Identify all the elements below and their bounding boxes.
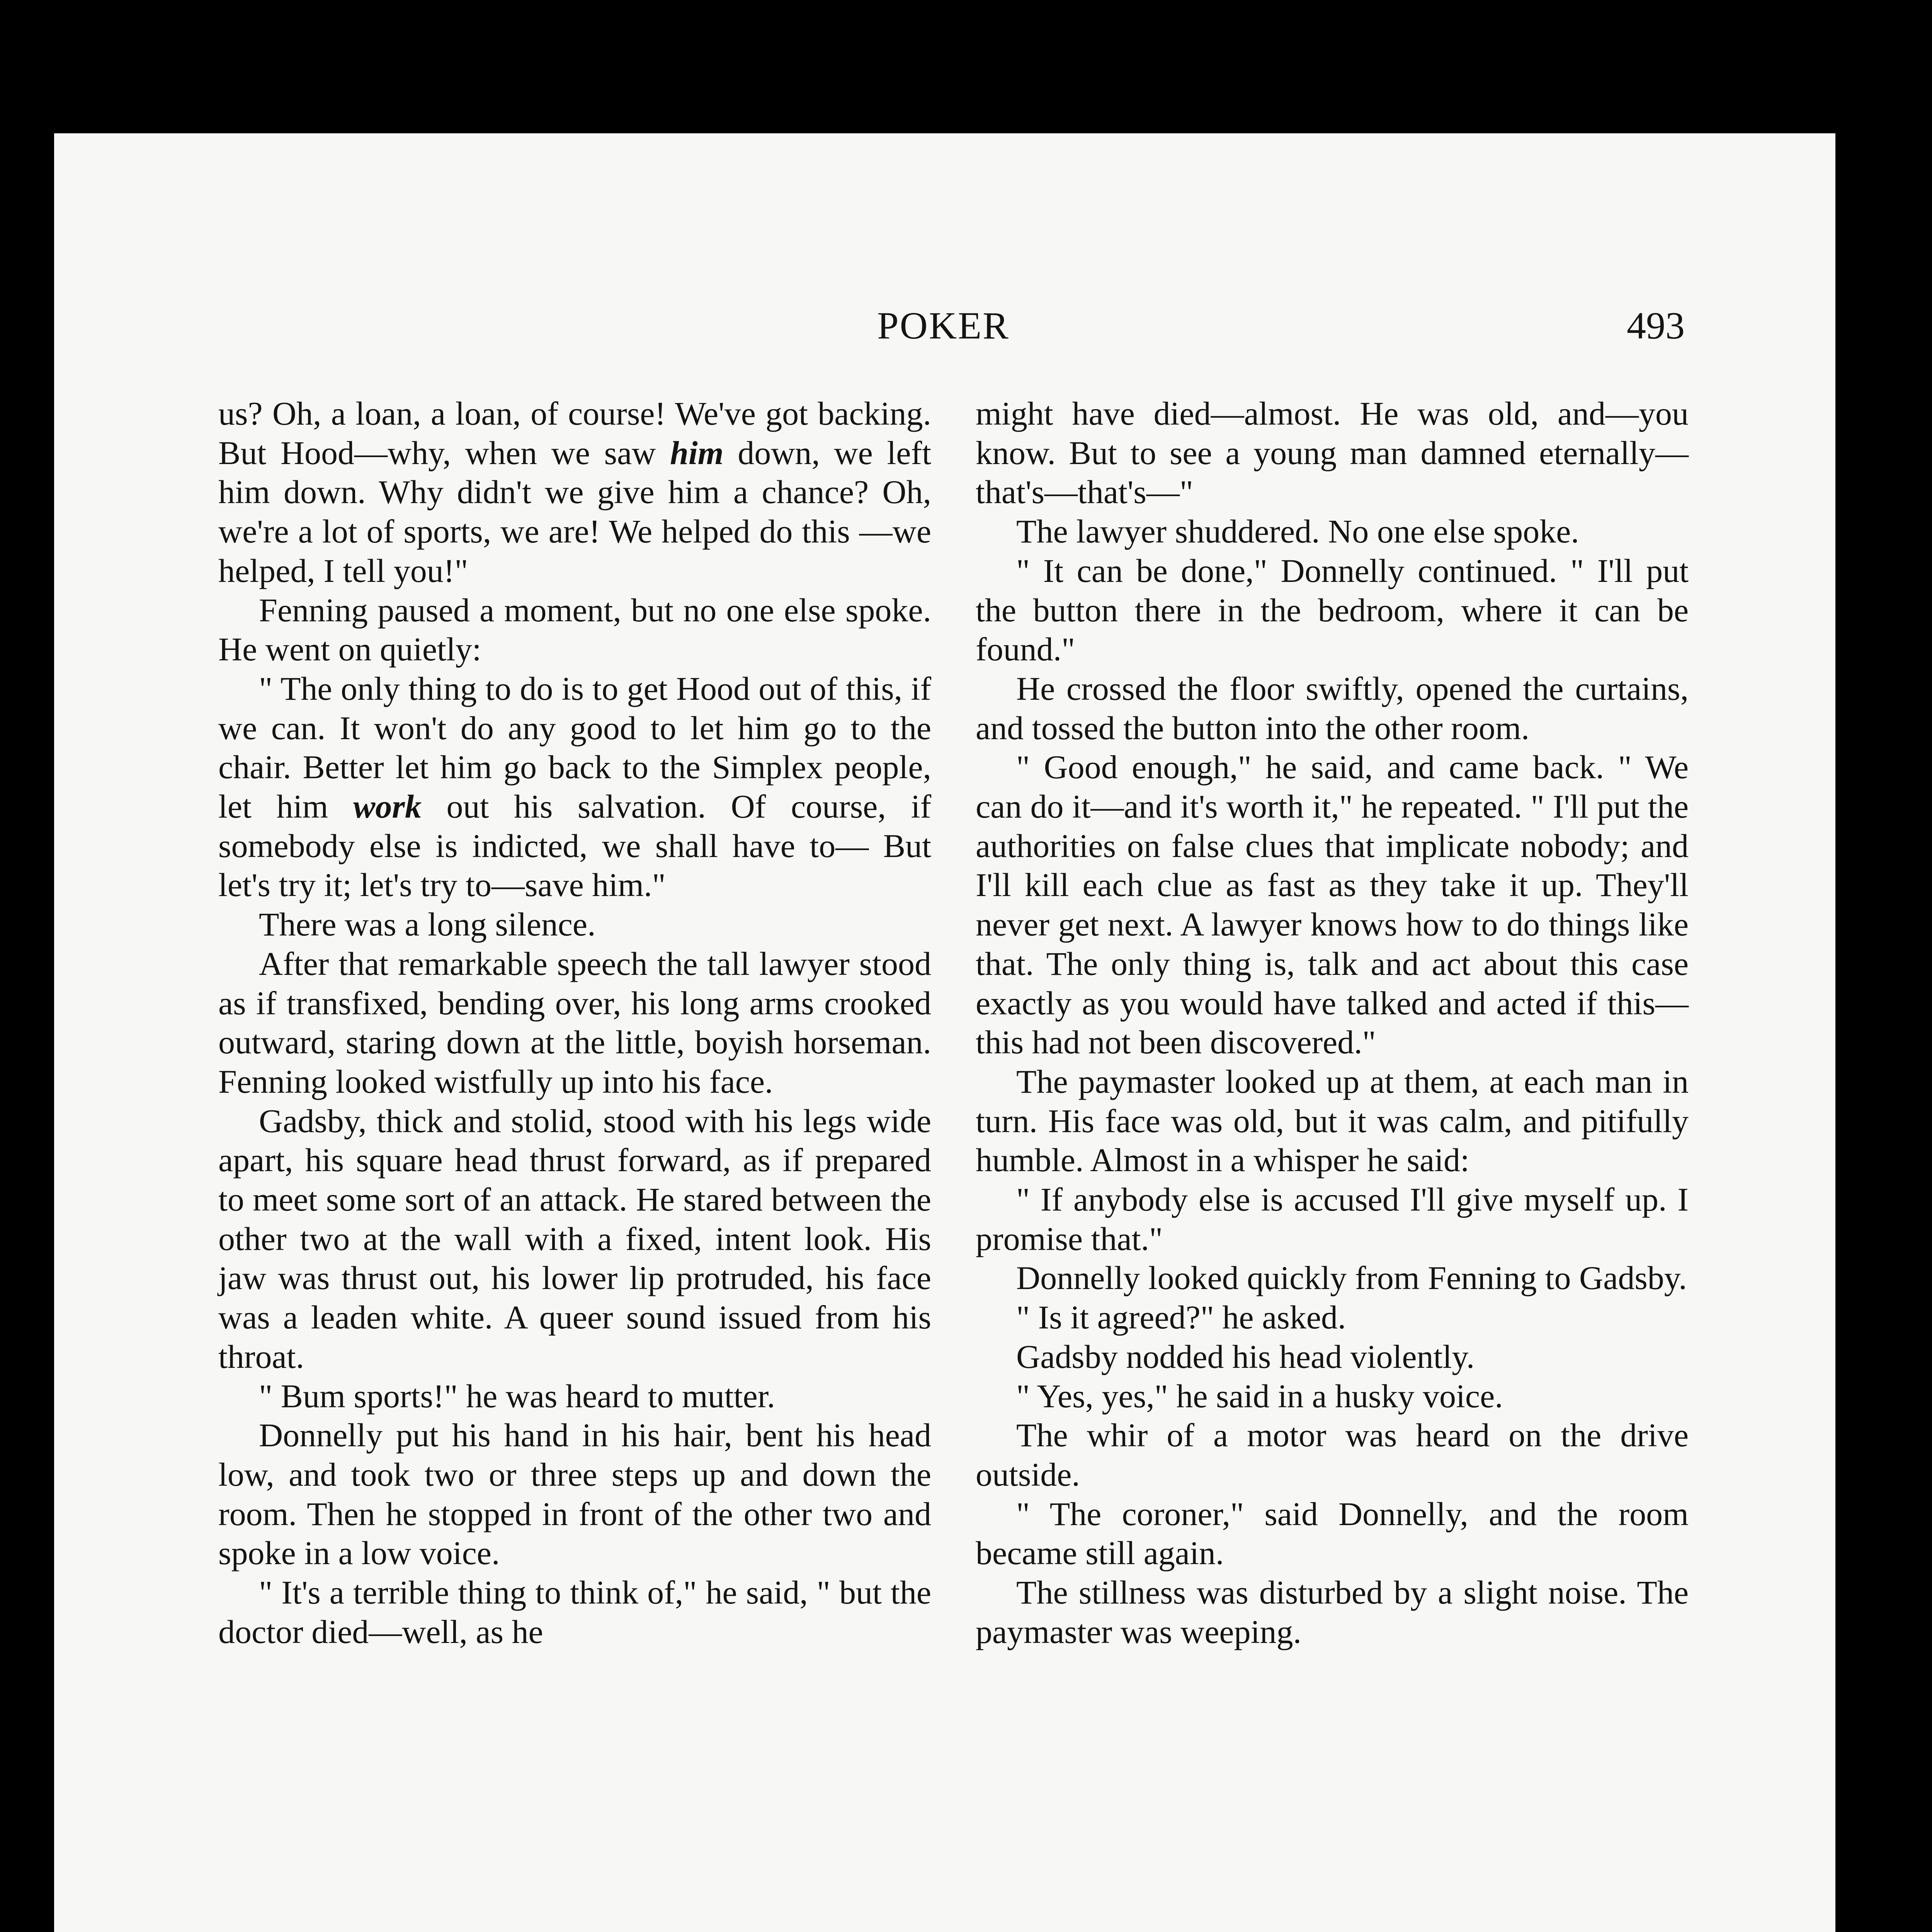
paragraph: " It's a terrible thing to think of," he said, " but the doctor died—well, as he [218, 1574, 931, 1650]
paragraph: Donnelly put his hand in his hair, bent his head low, and took two or three steps up and down the room. Then he stopped in front of the other two and spoke in a low voice. [218, 1417, 931, 1572]
running-header-title: POKER [877, 304, 1010, 347]
paragraph: " Yes, yes," he said in a husky voice. [1016, 1377, 1503, 1415]
paragraph: us? Oh, a loan, a loan, of course! We've got backing. But Hood—why, when we saw him down, we left him down. Why didn't we give him a chance? Oh, we're a lot of sports, we are! We helped do this —we helped, I tell you!" [218, 395, 931, 589]
paragraph: " The only thing to do is to get Hood out of this, if we can. It won't do any good to let him go to the chair. Better let him go back to the Simplex people, let him work out his salvation. Of course, if somebody else is indicted, we shall have to— But let's try it; let's try to—save him." [218, 670, 931, 904]
paragraph: " Bum sports!" he was heard to mutter. [259, 1377, 776, 1415]
paragraph: The lawyer shuddered. No one else spoke. [1016, 513, 1579, 550]
emphasis: him [670, 434, 724, 471]
paragraph: He crossed the floor swiftly, opened the curtains, and tossed the button into the other room. [976, 670, 1689, 747]
paragraph: There was a long silence. [259, 906, 596, 943]
paragraph: might have died—almost. He was old, and—you know. But to see a young man damned eternally—that's—that's—" [976, 395, 1689, 511]
paragraph: " Good enough," he said, and came back. " We can do it—and it's worth it," he repeated. " I'll put the authorities on false clues that implicate nobody; and I'll kill each clue as fast as they take it up. They'll never get next. A lawyer knows how to do things like that. The only thing is, talk and act about this case exactly as you would have talked and acted if this—this had not been discovered." [976, 748, 1689, 1061]
paragraph: " If anybody else is accused I'll give myself up. I promise that." [976, 1181, 1689, 1257]
paragraph: The stillness was disturbed by a slight noise. The paymaster was weeping. [976, 1574, 1689, 1650]
paragraph: " It can be done," Donnelly continued. " I'll put the button there in the bedroom, where it can be found." [976, 552, 1689, 668]
paragraph: The whir of a motor was heard on the drive outside. [976, 1417, 1689, 1493]
right-column [976, 394, 1689, 1652]
paragraph: Donnelly looked quickly from Fenning to Gadsby. [1016, 1259, 1687, 1297]
page-number: 493 [1627, 304, 1685, 347]
paragraph: Fenning paused a moment, but no one else spoke. He went on quietly: [218, 591, 931, 668]
emphasis: work [353, 788, 422, 825]
paragraph: Gadsby nodded his head violently. [1016, 1338, 1475, 1375]
paragraph: " The coroner," said Donnelly, and the room became still again. [976, 1495, 1689, 1572]
left-column [218, 394, 931, 1652]
paragraph: Gadsby, thick and stolid, stood with his legs wide apart, his square head thrust forward, as if prepared to meet some sort of an attack. He stared between the other two at the wall with a fixed, intent look. His jaw was thrust out, his lower lip protruded, his face was a leaden white. A queer sound issued from his throat. [218, 1102, 931, 1375]
paragraph: After that remarkable speech the tall lawyer stood as if transfixed, bending over, his long arms crooked outward, staring down at the little, boyish horseman. Fenning looked wistfully up into his face. [218, 945, 931, 1100]
paragraph: The paymaster looked up at them, at each man in turn. His face was old, but it was calm, and pitifully humble. Almost in a whisper he said: [976, 1063, 1689, 1179]
paragraph: " Is it agreed?" he asked. [1016, 1299, 1346, 1336]
